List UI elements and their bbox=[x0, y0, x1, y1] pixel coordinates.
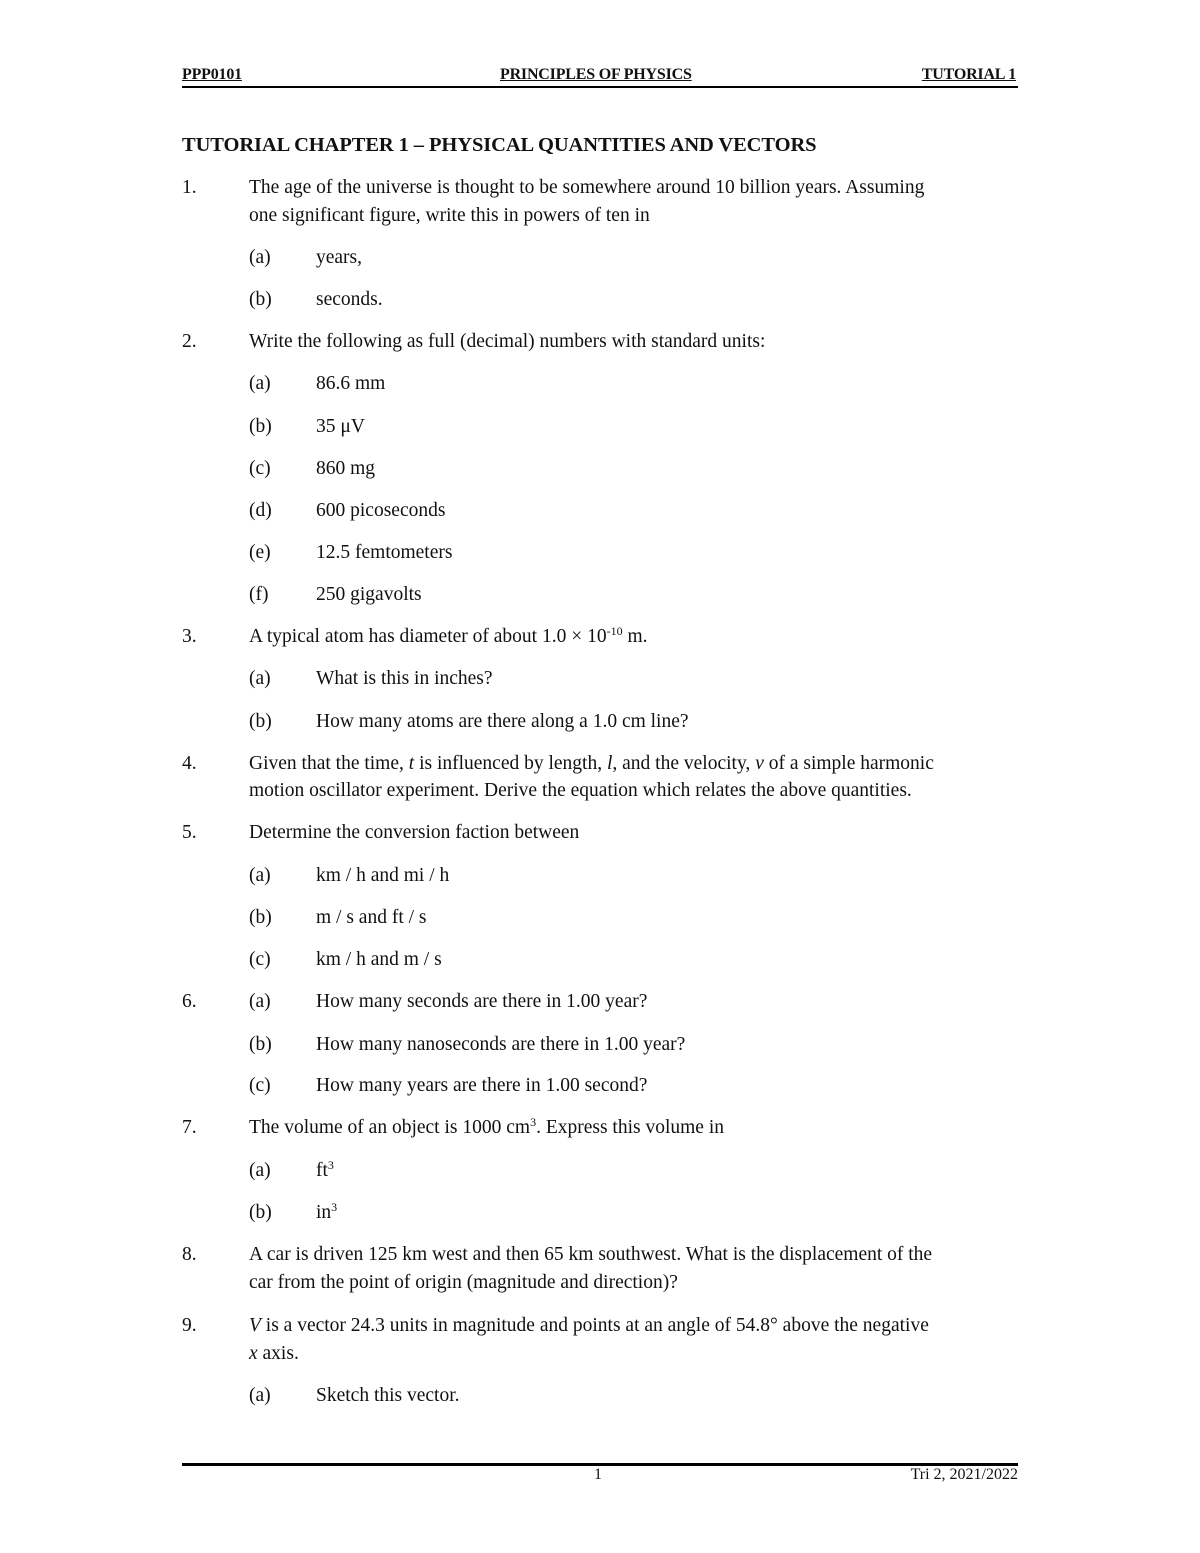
q2e-label: (e) bbox=[249, 542, 271, 563]
q4-number: 4. bbox=[182, 753, 197, 774]
q6-number: 6. bbox=[182, 991, 197, 1012]
q2c-label: (c) bbox=[249, 458, 271, 479]
q9a-label: (a) bbox=[249, 1385, 271, 1406]
course-code: PPP0101 bbox=[182, 66, 242, 83]
q2b-label: (b) bbox=[249, 416, 272, 437]
q8-text-line2: car from the point of origin (magnitude and direction)? bbox=[249, 1272, 678, 1293]
q1a-label: (a) bbox=[249, 247, 271, 268]
q1b-text: seconds. bbox=[316, 289, 383, 310]
q6c-text: How many years are there in 1.00 second? bbox=[316, 1075, 648, 1096]
q5c-text: km / h and m / s bbox=[316, 949, 442, 970]
q5c-label: (c) bbox=[249, 949, 271, 970]
q5a-text: km / h and mi / h bbox=[316, 865, 450, 886]
q1a-text: years, bbox=[316, 247, 363, 268]
q3a-text: What is this in inches? bbox=[316, 668, 493, 689]
tutorial-number: TUTORIAL 1 bbox=[921, 66, 1016, 83]
q5a-label: (a) bbox=[249, 865, 271, 886]
q3b-text: How many atoms are there along a 1.0 cm line? bbox=[316, 711, 689, 732]
q1-text-line2: one significant figure, write this in powers of ten in bbox=[249, 205, 650, 226]
q1-text-line1: The age of the universe is thought to be somewhere around 10 billion years. Assuming bbox=[249, 177, 925, 198]
q2a-text: 86.6 mm bbox=[316, 373, 386, 394]
page-number: 1 bbox=[594, 1466, 602, 1483]
q6a-label: (a) bbox=[249, 991, 271, 1012]
q8-text-line1: A car is driven 125 km west and then 65 km southwest. What is the displacement of the bbox=[249, 1244, 933, 1265]
q7b-text: $in^3$ bbox=[316, 1200, 338, 1223]
q3b-label: (b) bbox=[249, 711, 272, 732]
q2c-text: 860 mg bbox=[316, 458, 376, 479]
q2f-label: (f) bbox=[249, 584, 269, 605]
q8-number: 8. bbox=[182, 1244, 197, 1265]
q6a-text: How many seconds are there in 1.00 year? bbox=[316, 991, 648, 1012]
q2d-text: 600 picoseconds bbox=[316, 500, 446, 521]
q3-text: A typical atom has diameter of about $1.0 \times 10^{-10}$ m. bbox=[249, 624, 648, 647]
q2f-text: 250 gigavolts bbox=[316, 584, 422, 605]
q1b-label: (b) bbox=[249, 289, 272, 310]
term-label: Tri 2, 2021/2022 bbox=[910, 1466, 1018, 1483]
q9a-text: Sketch this vector. bbox=[316, 1385, 460, 1406]
q1-number: 1. bbox=[182, 177, 197, 198]
q2a-label: (a) bbox=[249, 373, 271, 394]
q7-text: The volume of an object is 1000 $cm^3$. Express this volume in bbox=[249, 1115, 725, 1138]
q6c-label: (c) bbox=[249, 1075, 271, 1096]
q6b-text: How many nanoseconds are there in 1.00 year? bbox=[316, 1034, 686, 1055]
q2d-label: (d) bbox=[249, 500, 272, 521]
q2b-text: 35 μV bbox=[316, 416, 365, 437]
q7-number: 7. bbox=[182, 1117, 197, 1138]
course-name: PRINCIPLES OF PHYSICS bbox=[500, 66, 692, 83]
q2e-text: 12.5 femtometers bbox=[316, 542, 453, 563]
q2-number: 2. bbox=[182, 331, 197, 352]
q7a-text: $ft^3$ bbox=[316, 1158, 334, 1181]
q4-text-line2: motion oscillator experiment. Derive the equation which relates the above quantities. bbox=[249, 780, 912, 801]
page-title: TUTORIAL CHAPTER 1 – PHYSICAL QUANTITIES AND VECTORS bbox=[182, 134, 817, 156]
q2-text: Write the following as full (decimal) numbers with standard units: bbox=[249, 331, 766, 352]
q3-number: 3. bbox=[182, 626, 197, 647]
page-header bbox=[182, 64, 1018, 88]
q7a-label: (a) bbox=[249, 1160, 271, 1181]
q6b-label: (b) bbox=[249, 1034, 272, 1055]
q4-text-line1: Given that the time, t is influenced by length, l, and the velocity, v of a simple harmonic bbox=[249, 753, 934, 774]
q3a-label: (a) bbox=[249, 668, 271, 689]
q9-text-line1: V is a vector 24.3 units in magnitude and points at an angle of 54.8° above the negative bbox=[249, 1315, 929, 1336]
q5-text: Determine the conversion faction between bbox=[249, 822, 580, 843]
q9-number: 9. bbox=[182, 1315, 197, 1336]
q5b-label: (b) bbox=[249, 907, 272, 928]
q5b-text: m / s and ft / s bbox=[316, 907, 427, 928]
q5-number: 5. bbox=[182, 822, 197, 843]
q9-text-line2: x axis. bbox=[249, 1343, 299, 1364]
q7b-label: (b) bbox=[249, 1202, 272, 1223]
